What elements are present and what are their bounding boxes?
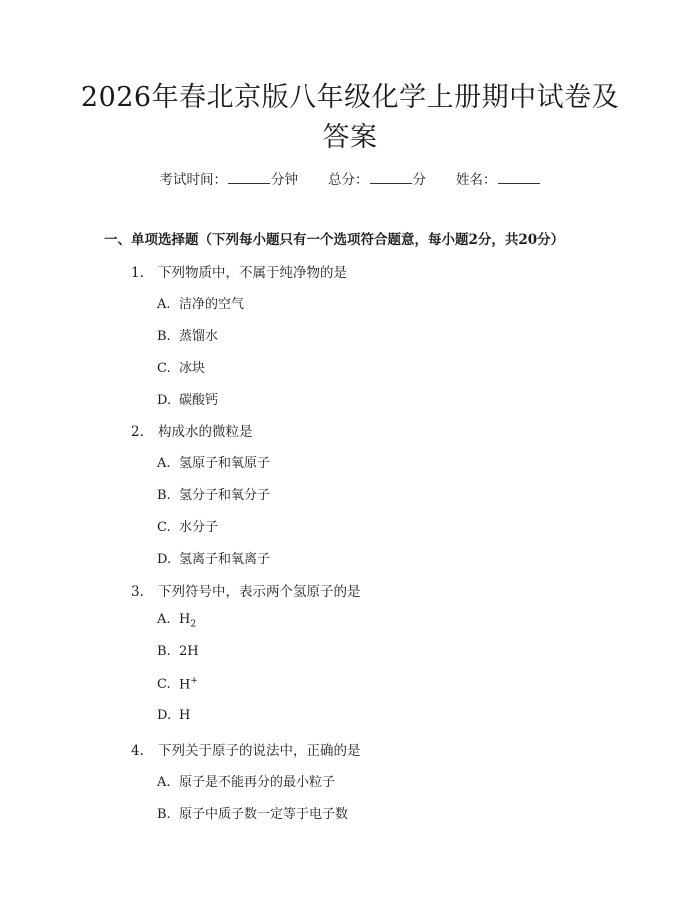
option-letter: A. <box>157 612 171 627</box>
question-text: 下列物质中，不属于纯净物的是 <box>158 265 347 281</box>
option-3b <box>157 644 199 659</box>
question-number: 3. <box>131 584 144 600</box>
option-letter: C. <box>157 677 171 693</box>
option-text: H <box>179 612 191 627</box>
score-unit: 分 <box>412 172 426 188</box>
name-label: 姓名： <box>456 172 497 188</box>
time-blank[interactable] <box>228 171 270 184</box>
option-text: 原子是不能再分的最小粒子 <box>179 775 336 790</box>
option-3c <box>157 676 198 692</box>
page-title: 2026年春北京版八年级化学上册期中试卷及答案 <box>80 82 620 153</box>
question-number: 1. <box>131 265 144 281</box>
option-letter: A. <box>157 297 171 312</box>
option-3a <box>157 612 196 630</box>
option-letter: A. <box>157 775 171 790</box>
question-3 <box>131 580 361 600</box>
option-1c <box>157 357 205 376</box>
option-letter: B. <box>157 644 171 659</box>
section-heading: 一、单项选择题（下列每小题只有一个选项符合题意，每小题2分，共20分） <box>104 232 565 248</box>
time-unit: 分钟 <box>271 172 298 188</box>
option-letter: B. <box>157 807 171 822</box>
question-4 <box>131 739 361 759</box>
option-2a <box>157 452 270 471</box>
option-text: 水分子 <box>179 520 219 535</box>
option-2b <box>157 484 270 503</box>
question-text: 构成水的微粒是 <box>158 424 253 440</box>
question-number: 4. <box>131 743 144 759</box>
option-1b <box>157 325 218 344</box>
student-name <box>456 168 541 188</box>
total-score <box>328 168 426 188</box>
question-1 <box>131 261 347 281</box>
option-text: 氢原子和氧原子 <box>179 456 271 471</box>
option-3d <box>157 708 190 723</box>
option-text: 2H <box>179 644 199 659</box>
option-text: H <box>179 708 191 723</box>
option-text: 蒸馏水 <box>179 329 219 344</box>
score-blank[interactable] <box>370 171 412 184</box>
option-text: 氢离子和氧离子 <box>179 552 271 567</box>
option-4b <box>157 803 348 822</box>
option-letter: C. <box>157 361 171 376</box>
time-label: 考试时间： <box>159 172 227 188</box>
option-superscript: + <box>190 676 198 686</box>
option-text: 洁净的空气 <box>179 297 245 312</box>
option-1d <box>157 389 218 408</box>
option-2d <box>157 548 270 567</box>
exam-meta <box>0 168 700 188</box>
option-letter: D. <box>157 393 172 408</box>
question-number: 2. <box>131 424 144 440</box>
option-text: 冰块 <box>179 361 206 376</box>
score-label: 总分： <box>328 172 369 188</box>
option-subscript: 2 <box>190 619 197 630</box>
option-letter: B. <box>157 329 171 344</box>
option-letter: C. <box>157 520 171 535</box>
question-2 <box>131 420 253 440</box>
option-letter: B. <box>157 488 171 503</box>
option-text: 氢分子和氧分子 <box>179 488 271 503</box>
option-text: 原子中质子数一定等于电子数 <box>179 807 349 822</box>
option-letter: D. <box>157 708 172 723</box>
question-text: 下列符号中，表示两个氢原子的是 <box>158 584 361 600</box>
question-text: 下列关于原子的说法中，正确的是 <box>158 743 361 759</box>
exam-time <box>160 168 299 188</box>
name-blank[interactable] <box>498 171 540 184</box>
option-1a <box>157 293 244 312</box>
option-text: 碳酸钙 <box>179 393 219 408</box>
option-2c <box>157 516 218 535</box>
option-4a <box>157 771 335 790</box>
option-letter: A. <box>157 456 171 471</box>
option-text: H <box>179 677 191 693</box>
option-letter: D. <box>157 552 172 567</box>
